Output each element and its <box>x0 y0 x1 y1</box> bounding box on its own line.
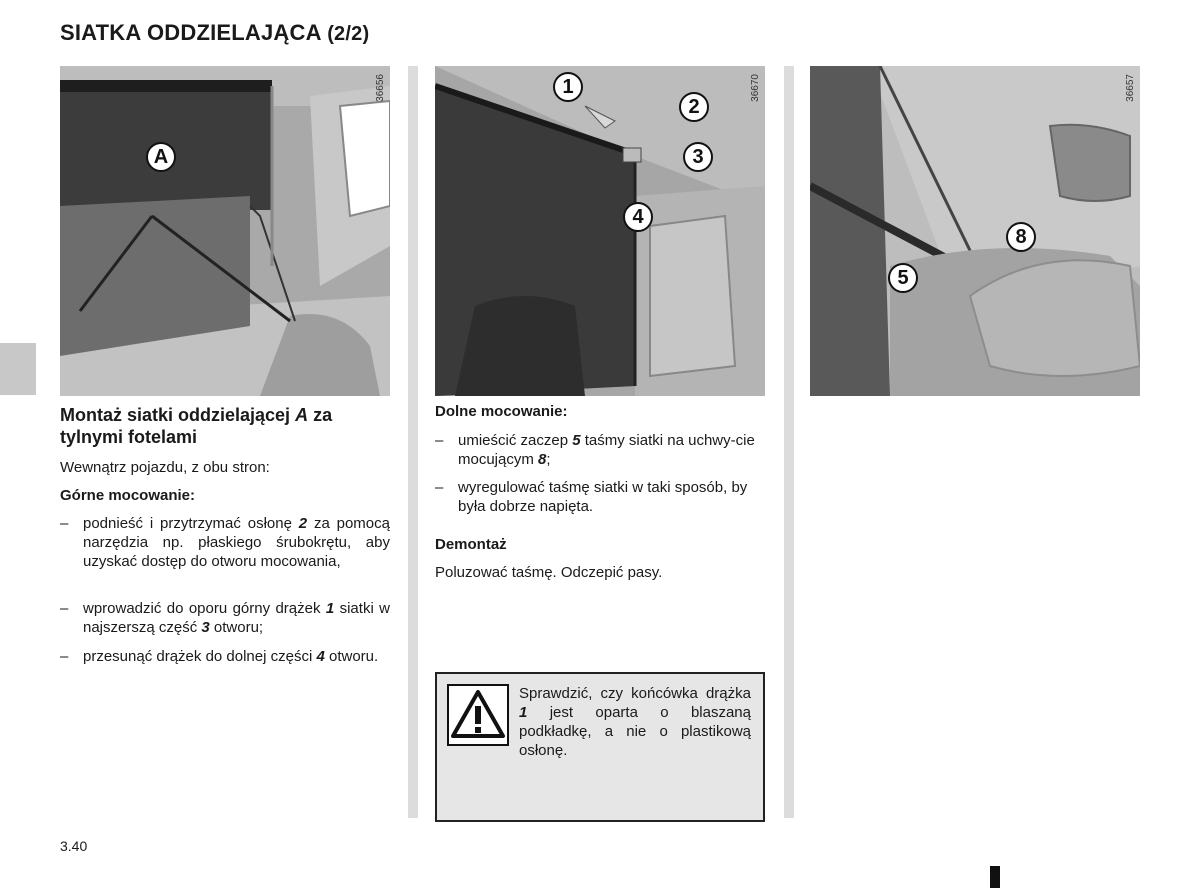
list-text: siatki w najszerszą część <box>83 600 390 636</box>
list-text: podnieść i przytrzymać osłonę <box>83 515 299 532</box>
part-ref: 4 <box>316 648 325 665</box>
list-text: taśmy siatki na uchwy-cie mocującym <box>458 432 755 468</box>
section-tab <box>0 343 36 395</box>
list-item <box>60 599 390 639</box>
illustration-right <box>810 66 1140 396</box>
part-ref: 8 <box>538 451 547 468</box>
list-text: otworu; <box>209 619 264 636</box>
callout-5: 5 <box>888 263 918 293</box>
upper-mount-label: Górne mocowanie: <box>60 487 196 504</box>
callout-8: 8 <box>1006 222 1036 252</box>
list-text: wyregulować taśmę siatki w taki sposób, by była dobrze napięta. <box>458 479 748 515</box>
lower-mount-label: Dolne mocowanie: <box>435 403 568 420</box>
page-number: 3.40 <box>60 838 88 854</box>
callout-2: 2 <box>679 92 709 122</box>
page-title-suffix: (2/2) <box>327 23 370 45</box>
list-text: ; <box>546 451 551 468</box>
section-heading-text: Montaż siatki oddzielającej <box>60 405 296 425</box>
list-item <box>60 647 390 687</box>
section-heading-ref: A <box>295 405 309 425</box>
list-item-text <box>458 431 765 469</box>
list-dash: – <box>60 648 69 665</box>
removal-text: Poluzować taśmę. Odczepić pasy. <box>435 564 663 581</box>
callout-3: 3 <box>683 142 713 172</box>
page-title <box>60 20 369 46</box>
section-heading <box>60 404 395 448</box>
list-item-text <box>83 599 390 637</box>
illustration-middle-drawing <box>435 66 765 396</box>
warning-box <box>435 672 765 822</box>
list-dash: – <box>60 515 69 532</box>
illustration-left-drawing <box>60 66 390 396</box>
intro-text: Wewnątrz pojazdu, z obu stron: <box>60 459 270 476</box>
callout-a: A <box>146 142 176 172</box>
illustration-right-drawing <box>810 66 1140 396</box>
list-text: wprowadzić do oporu górny drążek <box>83 600 326 617</box>
list-item <box>435 478 765 518</box>
warning-text <box>519 684 751 760</box>
warning-text-part: jest oparta o blaszaną podkładkę, a nie o plastikową osłonę. <box>519 704 751 759</box>
list-text: przesunąć drążek do dolnej części <box>83 648 317 665</box>
list-text: za pomocą narzędzia np. płaskiego śrubokrętu, aby uzyskać dostęp do otworu mocowania, <box>83 515 390 570</box>
part-ref: 3 <box>201 619 210 636</box>
warning-triangle-icon <box>447 684 509 746</box>
column-separator <box>408 66 418 818</box>
section-heading-text-end: za tylnymi fotelami <box>60 405 333 447</box>
image-reference-number: 36670 <box>750 74 761 102</box>
removal-label: Demontaż <box>435 536 507 553</box>
warning-text-part: Sprawdzić, czy końcówka drążka <box>519 685 751 702</box>
list-dash: – <box>435 479 444 496</box>
list-item-text <box>83 647 390 666</box>
page-title-main: SIATKA ODDZIELAJĄCA <box>60 20 321 45</box>
callout-1: 1 <box>553 72 583 102</box>
part-ref: 1 <box>519 704 528 721</box>
image-reference-number: 36657 <box>1125 74 1136 102</box>
illustration-left <box>60 66 390 396</box>
part-ref: 2 <box>298 515 308 532</box>
list-item-text <box>458 478 765 516</box>
list-text: umieścić zaczep <box>458 432 573 449</box>
list-dash: – <box>435 432 444 449</box>
list-item-text <box>83 514 390 571</box>
list-item <box>435 431 765 471</box>
illustration-middle <box>435 66 765 396</box>
part-ref: 1 <box>325 600 335 617</box>
part-ref: 5 <box>572 432 581 449</box>
column-separator <box>784 66 794 818</box>
list-item <box>60 514 390 594</box>
corner-mark <box>990 866 1000 888</box>
list-dash: – <box>60 600 69 617</box>
image-reference-number: 36656 <box>375 74 386 102</box>
callout-4: 4 <box>623 202 653 232</box>
list-text: otworu. <box>324 648 379 665</box>
